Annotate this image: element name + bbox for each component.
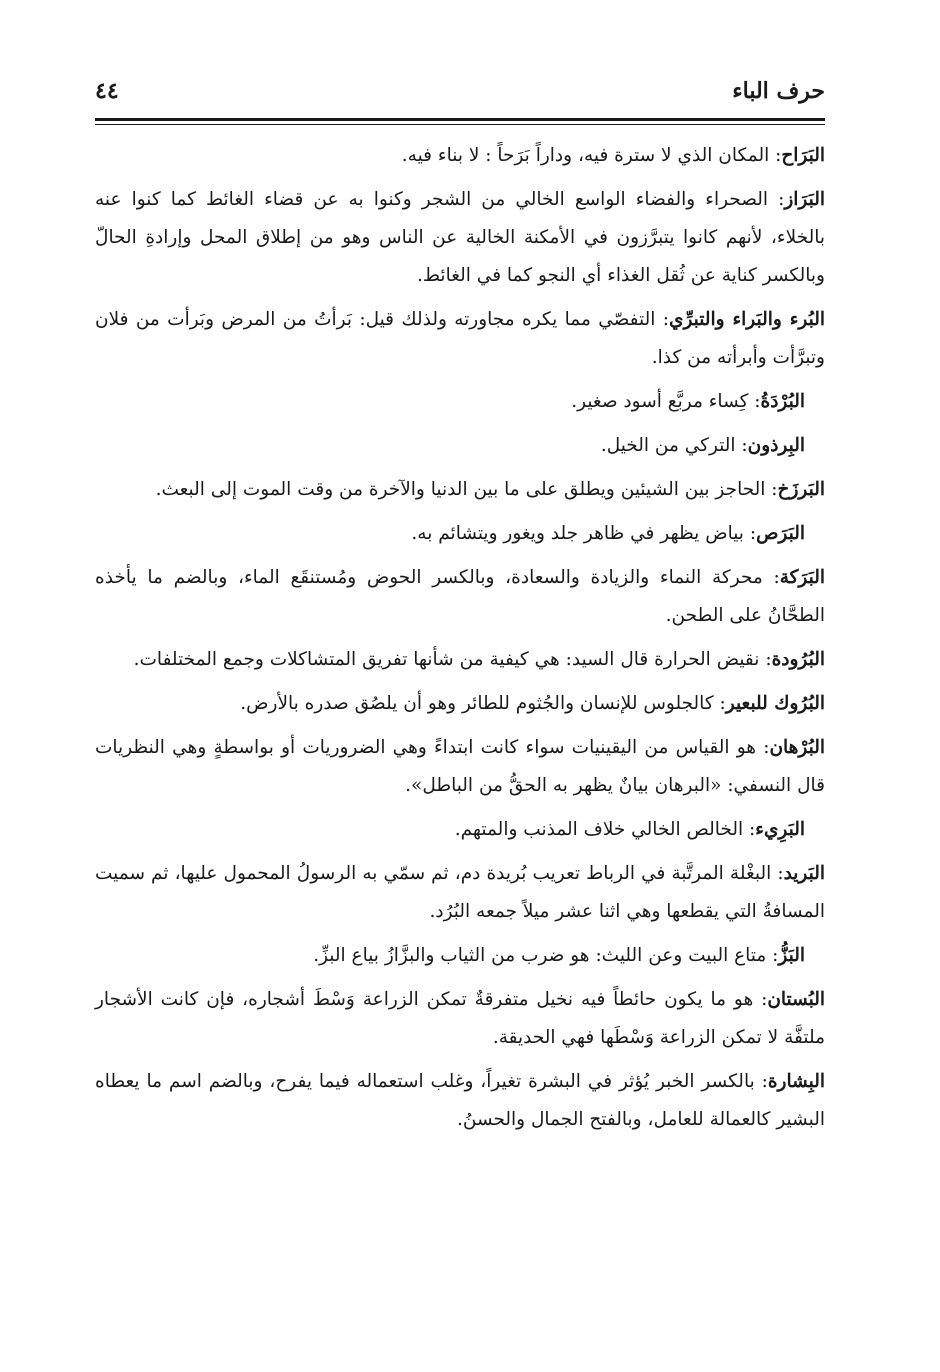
- definition: : كالجلوس للإنسان والجُثوم للطائر وهو أن يلصُق صدره بالأرض.: [240, 693, 726, 714]
- entry: [95, 811, 825, 849]
- definition: : نقيض الحرارة قال السيد: هي كيفية من شأنها تفريق المتشاكلات وجمع المختلفات.: [133, 649, 772, 670]
- entry: [95, 181, 825, 295]
- headword: البُرُوك للبعير: [725, 693, 825, 714]
- header-rule-thick: [95, 118, 825, 121]
- definition: : هو القياس من اليقينيات سواء كانت ابتداءً وهي الضروريات أو بواسطةٍ وهي النظريات قال النسفي: «البرهان بيانٌ يظهر به الحقُّ من الباطل».: [95, 737, 825, 796]
- headword: البَرَاز: [784, 189, 825, 210]
- entries-list: [95, 137, 825, 1139]
- headword: البَزُّ: [778, 945, 805, 966]
- entry: [95, 1063, 825, 1139]
- headword: البُرء والبَراء والتبرِّي: [668, 309, 825, 330]
- definition: : متاع البيت وعن الليث: هو ضرب من الثياب والبزَّازُ بياع البزِّ.: [313, 945, 779, 966]
- definition: : هو ما يكون حائطاً فيه نخيل متفرقةٌ تمكن الزراعة وَسْطَ أشجاره، فإن كانت الأشجار ملتفَّة لا تمكن الزراعة وَسْطَها فهي الحديقة.: [95, 989, 825, 1048]
- running-head: [95, 78, 825, 116]
- entry: [95, 937, 825, 975]
- definition: : بياض يظهر في ظاهر جلد ويغور ويتشائم به.: [411, 523, 757, 544]
- headword: البَرِيء: [755, 819, 805, 840]
- definition: : البغْلة المرتَّبة في الرباط تعريب بُريدة دم، ثم سمّي به الرسولُ المحمول عليها، ثم سميت المسافةُ التي يقطعها وهي اثنا عشر ميلاً جمعه البُرُد.: [95, 863, 825, 922]
- headword: البِرذون: [747, 435, 805, 456]
- headword: البُرْدَةُ: [760, 391, 805, 412]
- headword: البُرْهان: [769, 737, 825, 758]
- entry: [95, 729, 825, 805]
- entry: [95, 855, 825, 931]
- entry: [95, 685, 825, 723]
- headword: البُستان: [767, 989, 825, 1010]
- definition: : كِساء مربَّع أسود صغير.: [571, 391, 761, 412]
- definition: : الصحراء والفضاء الواسع الخالي من الشجر وكنوا به عن قضاء الغائط كما كنوا عنه بالخلاء، لأنهم كانوا يتبرَّزون في الأمكنة الخالية عن الناس وهو من إطلاق المحل وإرادةِ الحالّ وبالكسر كناية عن ثُقل الغذاء أي النجو كما في الغائط.: [95, 189, 825, 286]
- running-title: حرف الباء: [732, 78, 825, 104]
- definition: : التفصّي مما يكره مجاورته ولذلك قيل: بَرأتُ من المرض وبَرأت من فلان وتبرَّأت وأبرأته من كذا.: [95, 309, 825, 368]
- headword: البَرزَخ: [777, 479, 825, 500]
- entry: [95, 137, 825, 175]
- definition: : التركي من الخيل.: [600, 435, 748, 456]
- entry: [95, 515, 825, 553]
- entry: [95, 383, 825, 421]
- header-rule-thin: [95, 124, 825, 125]
- headword: البَرَاح: [781, 145, 825, 166]
- definition: : الحاجز بين الشيئين ويطلق على ما بين الدنيا والآخرة من وقت الموت إلى البعث.: [155, 479, 778, 500]
- headword: البِشارة: [767, 1071, 825, 1092]
- definition: : محركة النماء والزيادة والسعادة، وبالكسر الحوض ومُستنقَع الماء، وبالضم ما يأخذه الطحَّانُ على الطحن.: [95, 567, 825, 626]
- definition: : الخالص الخالي خلاف المذنب والمتهم.: [454, 819, 756, 840]
- entry: [95, 641, 825, 679]
- headword: البُرُودة: [771, 649, 825, 670]
- entry: [95, 301, 825, 377]
- definition: : المكان الذي لا سترة فيه، وداراً بَرَحاً : لا بناء فيه.: [401, 145, 782, 166]
- entry: [95, 559, 825, 635]
- page-number: ٤٤: [95, 78, 119, 104]
- headword: البَرَص: [756, 523, 805, 544]
- headword: البَريد: [783, 863, 825, 884]
- headword: البَرَكة: [779, 567, 825, 588]
- entry: [95, 427, 825, 465]
- entry: [95, 981, 825, 1057]
- definition: : بالكسر الخبر يُؤثر في البشرة تغيراً، وغلب استعماله فيما يفرح، وبالضم اسم ما يعطاه البشير كالعمالة للعامل، وبالفتح الجمال والحسنُ.: [95, 1071, 825, 1130]
- entry: [95, 471, 825, 509]
